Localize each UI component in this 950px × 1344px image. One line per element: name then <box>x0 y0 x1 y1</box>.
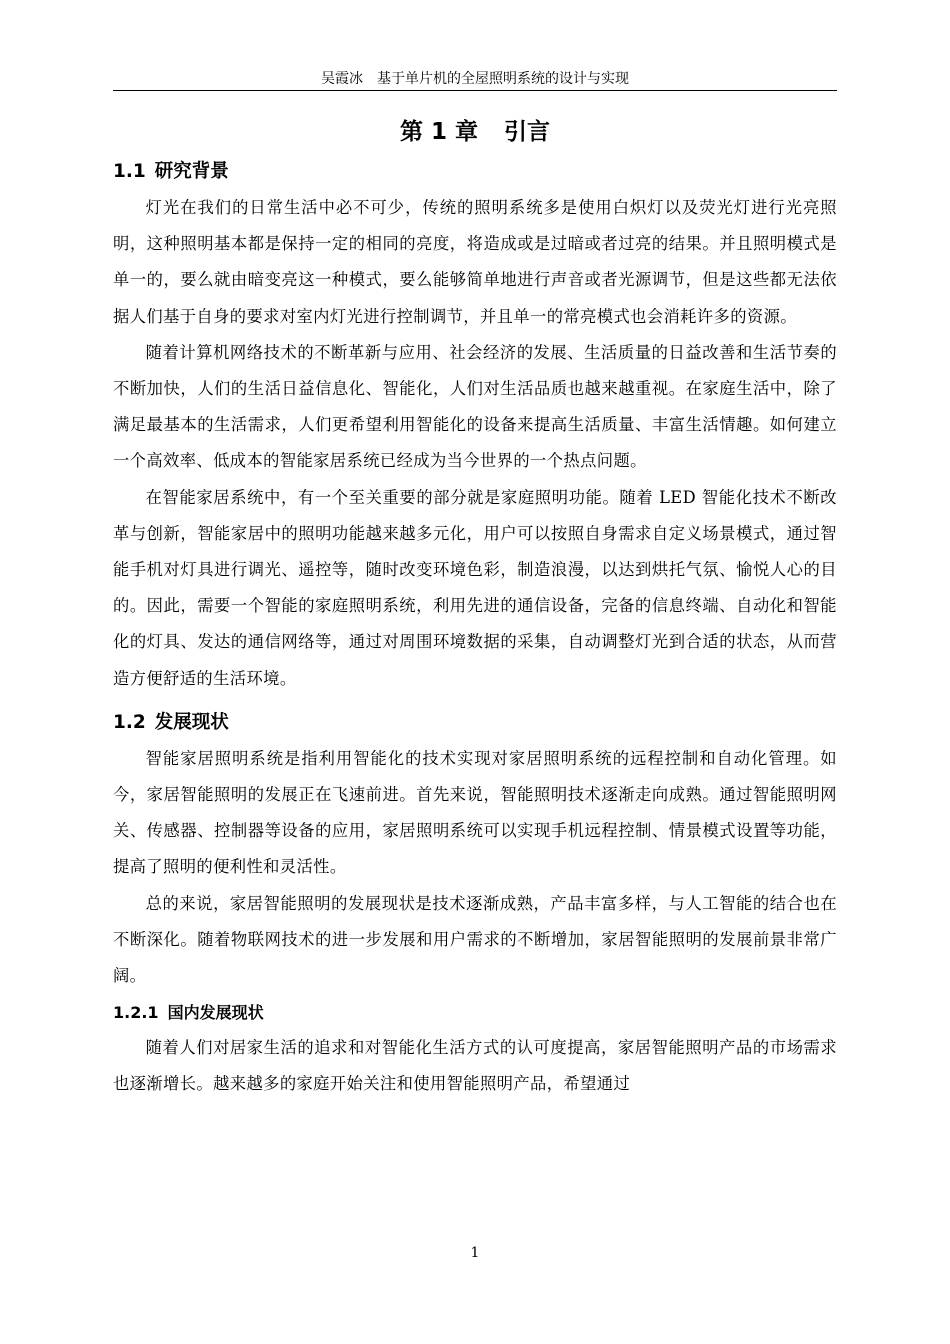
section-title: 研究背景 <box>154 161 229 182</box>
paragraph: 在智能家居系统中，有一个至关重要的部分就是家庭照明功能。随着 LED 智能化技术不断改革与创新，智能家居中的照明功能越来越多元化，用户可以按照自身需求自定义场景模式，通过智能手机对灯具进行调光、遥控等，随时改变环境色彩，制造浪漫，以达到烘托气氛、愉悦人心的目的。因此，需要一个智能的家庭照明系统，利用先进的通信设备，完备的信息终端、自动化和智能化的灯具、发达的通信网络等，通过对周围环境数据的采集，自动调整灯光到合适的状态，从而营造方便舒适的生活环境。 <box>113 487 837 688</box>
paragraph: 灯光在我们的日常生活中必不可少，传统的照明系统多是使用白炽灯以及荧光灯进行光亮照明，这种照明基本都是保持一定的相同的亮度，将造成或是过暗或者过亮的结果。并且照明模式是单一的，要么就由暗变亮这一种模式，要么能够简单地进行声音或者光源调节，但是这些都无法依据人们基于自身的要求对室内灯光进行控制调节，并且单一的常亮模式也会消耗许多的资源。 <box>113 198 837 326</box>
paragraph: 智能家居照明系统是指利用智能化的技术实现对家居照明系统的远程控制和自动化管理。如今，家居智能照明的发展正在飞速前进。首先来说，智能照明技术逐渐走向成熟。通过智能照明网关、传感器、控制器等设备的应用，家居照明系统可以实现手机远程控制、情景模式设置等功能，提高了照明的便利性和灵活性。 <box>113 748 837 877</box>
subsection-number: 1.2.1 <box>113 1003 159 1023</box>
paragraph: 总的来说，家居智能照明的发展现状是技术逐渐成熟，产品丰富多样，与人工智能的结合也在不断深化。随着物联网技术的进一步发展和用户需求的不断增加，家居智能照明的发展前景非常广阔。 <box>113 893 837 986</box>
chapter-number: 第 1 章 <box>399 119 479 145</box>
paragraph: 随着计算机网络技术的不断革新与应用、社会经济的发展、生活质量的日益改善和生活节奏的不断加快，人们的生活日益信息化、智能化，人们对生活品质也越来越重视。在家庭生活中，除了满足最基本的生活需求，人们更希望利用智能化的设备来提高生活质量、丰富生活情趣。如何建立一个高效率、低成本的智能家居系统已经成为当今世界的一个热点问题。 <box>113 342 837 471</box>
chapter-name: 引言 <box>504 119 551 145</box>
page-number: 1 <box>470 1245 480 1261</box>
running-title: 吴霞冰 基于单片机的全屋照明系统的设计与实现 <box>321 71 629 87</box>
subsection-title: 国内发展现状 <box>167 1003 264 1023</box>
paragraph: 随着人们对居家生活的追求和对智能化生活方式的认可度提高，家居智能照明产品的市场需求也逐渐增长。越来越多的家庭开始关注和使用智能照明产品，希望通过 <box>113 1038 837 1094</box>
subsection-heading-1-2-1 <box>113 996 837 1030</box>
section-title: 发展现状 <box>154 711 229 733</box>
section-number: 1.2 <box>113 711 146 733</box>
section-heading-1-2 <box>113 705 837 741</box>
section-number: 1.1 <box>113 161 146 182</box>
section-heading-1-1 <box>113 154 837 190</box>
running-header <box>113 70 837 91</box>
page-body <box>113 110 837 1103</box>
chapter-title <box>113 110 837 154</box>
